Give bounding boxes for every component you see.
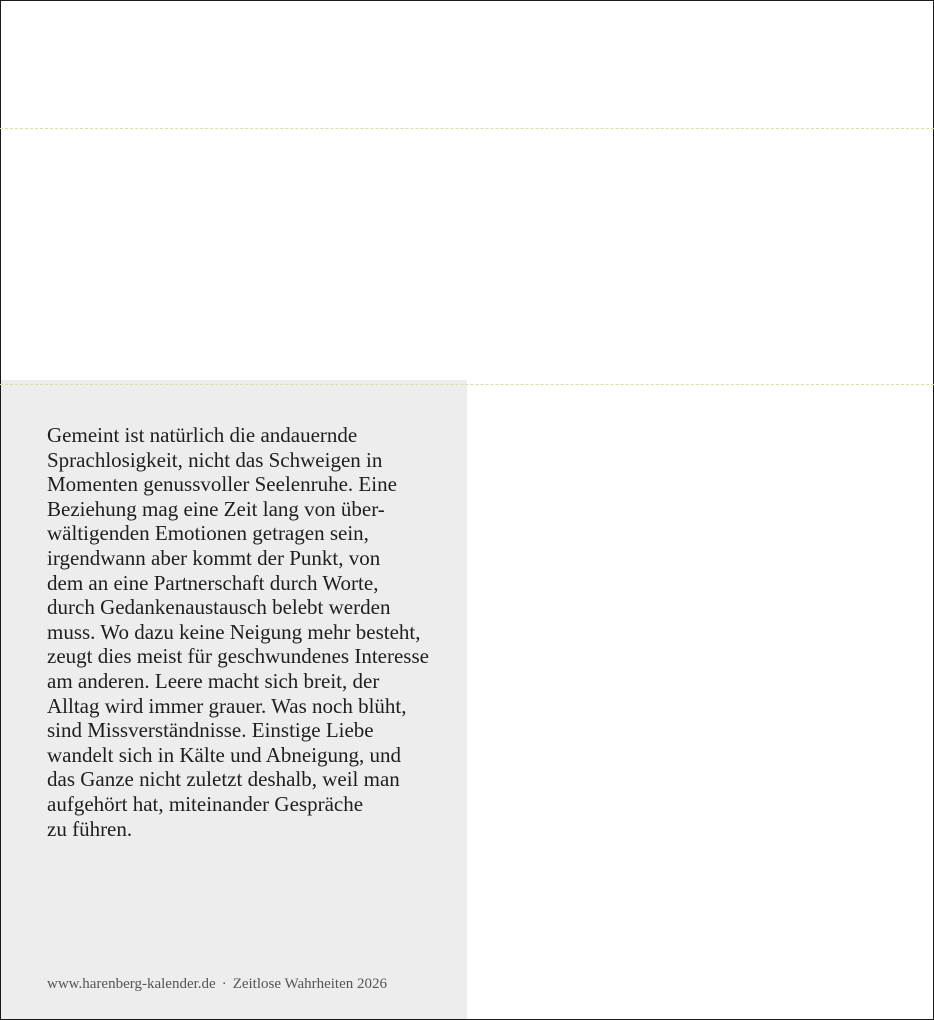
cut-line-middle [0, 384, 934, 385]
footer-title: Zeitlose Wahrheiten 2026 [232, 976, 387, 992]
footer [47, 976, 387, 993]
cut-line-top [0, 128, 934, 129]
quote-text: Gemeint ist natürlich die andauernde Sprachlosigkeit, nicht das Schweigen in Momenten genussvoller Seelenruhe. Eine Beziehung mag eine Zeit lang von über- wältigenden Emotionen getragen sein, irgendwann aber kommt der Punkt, von dem an eine Partnerschaft durch Worte, durch Gedankenaustausch belebt werden muss. Wo dazu keine Neigung mehr besteht, zeugt dies meist für geschwundenes Interesse am anderen. Leere macht sich breit, der Alltag wird immer grauer. Was noch blüht, sind Missverständnisse. Einstige Liebe wandelt sich in Kälte und Abneigung, und das Ganze nicht zuletzt deshalb, weil man aufgehört hat, miteinander Gespräche zu führen. [47, 423, 429, 841]
footer-separator: · [221, 976, 227, 992]
footer-url: www.harenberg-kalender.de [47, 976, 216, 992]
